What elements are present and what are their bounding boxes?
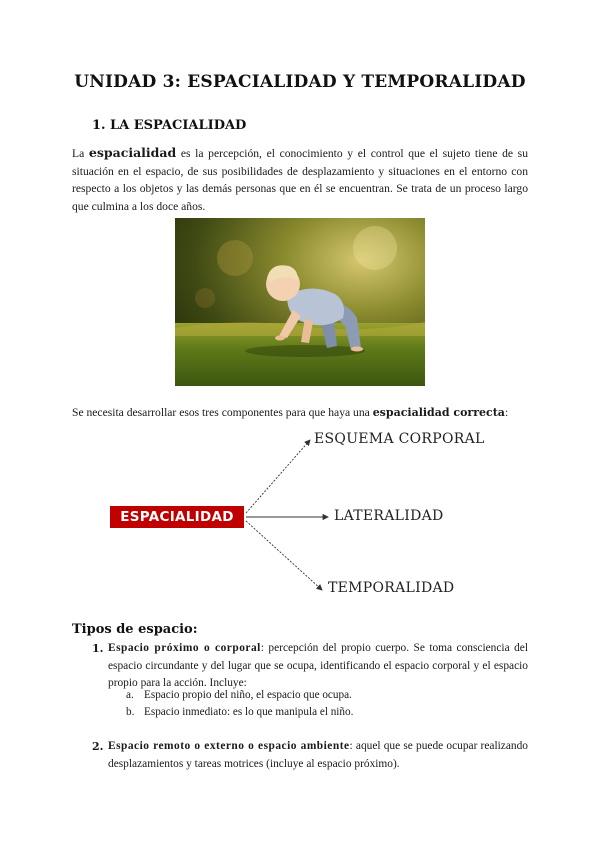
baby-crawling-photo bbox=[175, 218, 425, 386]
espacialidad-diagram bbox=[100, 428, 500, 608]
page-title: UNIDAD 3: ESPACIALIDAD Y TEMPORALIDAD bbox=[74, 72, 526, 92]
list-item-1 bbox=[92, 640, 528, 693]
intro-text: Se necesita desarrollar esos tres componentes para que haya una bbox=[72, 406, 373, 419]
list-text-1: : percepción del propio cuerpo. Se toma consciencia del espacio circundante y del lugar que se ocupa, identificando el espacio corporal y el espacio propio para la acción. Incluye: bbox=[108, 642, 528, 689]
arrow-esquema-corporal bbox=[246, 440, 310, 513]
paragraph-prefix: La bbox=[72, 147, 89, 160]
list-number-1: 1. bbox=[92, 642, 104, 655]
branch-temporalidad: TEMPORALIDAD bbox=[328, 580, 455, 596]
sublist-letter-b: b. bbox=[126, 706, 135, 718]
term-espacio-remoto: Espacio remoto o externo o espacio ambiente bbox=[108, 740, 350, 752]
paragraph-text: es la percepción, el conocimiento y el control que el sujeto tiene de su situación en el espacio, de sus posibilidades de desplazamiento y situaciones en el entorno con respecto a los objetos y las demás personas que en él se encuentran. Se trata de un proceso largo que culmina a los doce años. bbox=[72, 147, 528, 213]
list-item-2 bbox=[92, 738, 528, 773]
tipos-heading: Tipos de espacio: bbox=[72, 622, 198, 637]
photo-illustration bbox=[175, 218, 425, 386]
list-number-2: 2. bbox=[92, 740, 104, 753]
branch-lateralidad: LATERALIDAD bbox=[334, 508, 444, 524]
section-heading bbox=[92, 118, 246, 133]
section-title: LA ESPACIALIDAD bbox=[110, 118, 247, 133]
keyword-espacialidad: espacialidad bbox=[88, 145, 177, 160]
definition-paragraph bbox=[72, 144, 528, 215]
sublist-item-b bbox=[126, 706, 353, 718]
list-text-2: : aquel que se puede ocupar realizando desplazamientos y tareas motrices (incluye al espacio próximo). bbox=[108, 740, 528, 770]
intro-end: : bbox=[504, 406, 509, 419]
espacialidad-box: ESPACIALIDAD bbox=[110, 506, 244, 528]
intro-bold: espacialidad correcta bbox=[372, 406, 505, 419]
sublist-text-b: Espacio inmediato: es lo que manipula el niño. bbox=[144, 706, 354, 718]
arrow-temporalidad bbox=[246, 521, 322, 590]
components-intro bbox=[72, 406, 508, 419]
sublist-letter-a: a. bbox=[126, 689, 134, 701]
sublist-item-a bbox=[126, 689, 352, 701]
sublist-text-a: Espacio propio del niño, el espacio que ocupa. bbox=[144, 689, 352, 701]
section-number: 1. bbox=[92, 118, 106, 133]
term-espacio-proximo: Espacio próximo o corporal bbox=[108, 642, 261, 654]
branch-esquema-corporal: ESQUEMA CORPORAL bbox=[314, 431, 485, 447]
